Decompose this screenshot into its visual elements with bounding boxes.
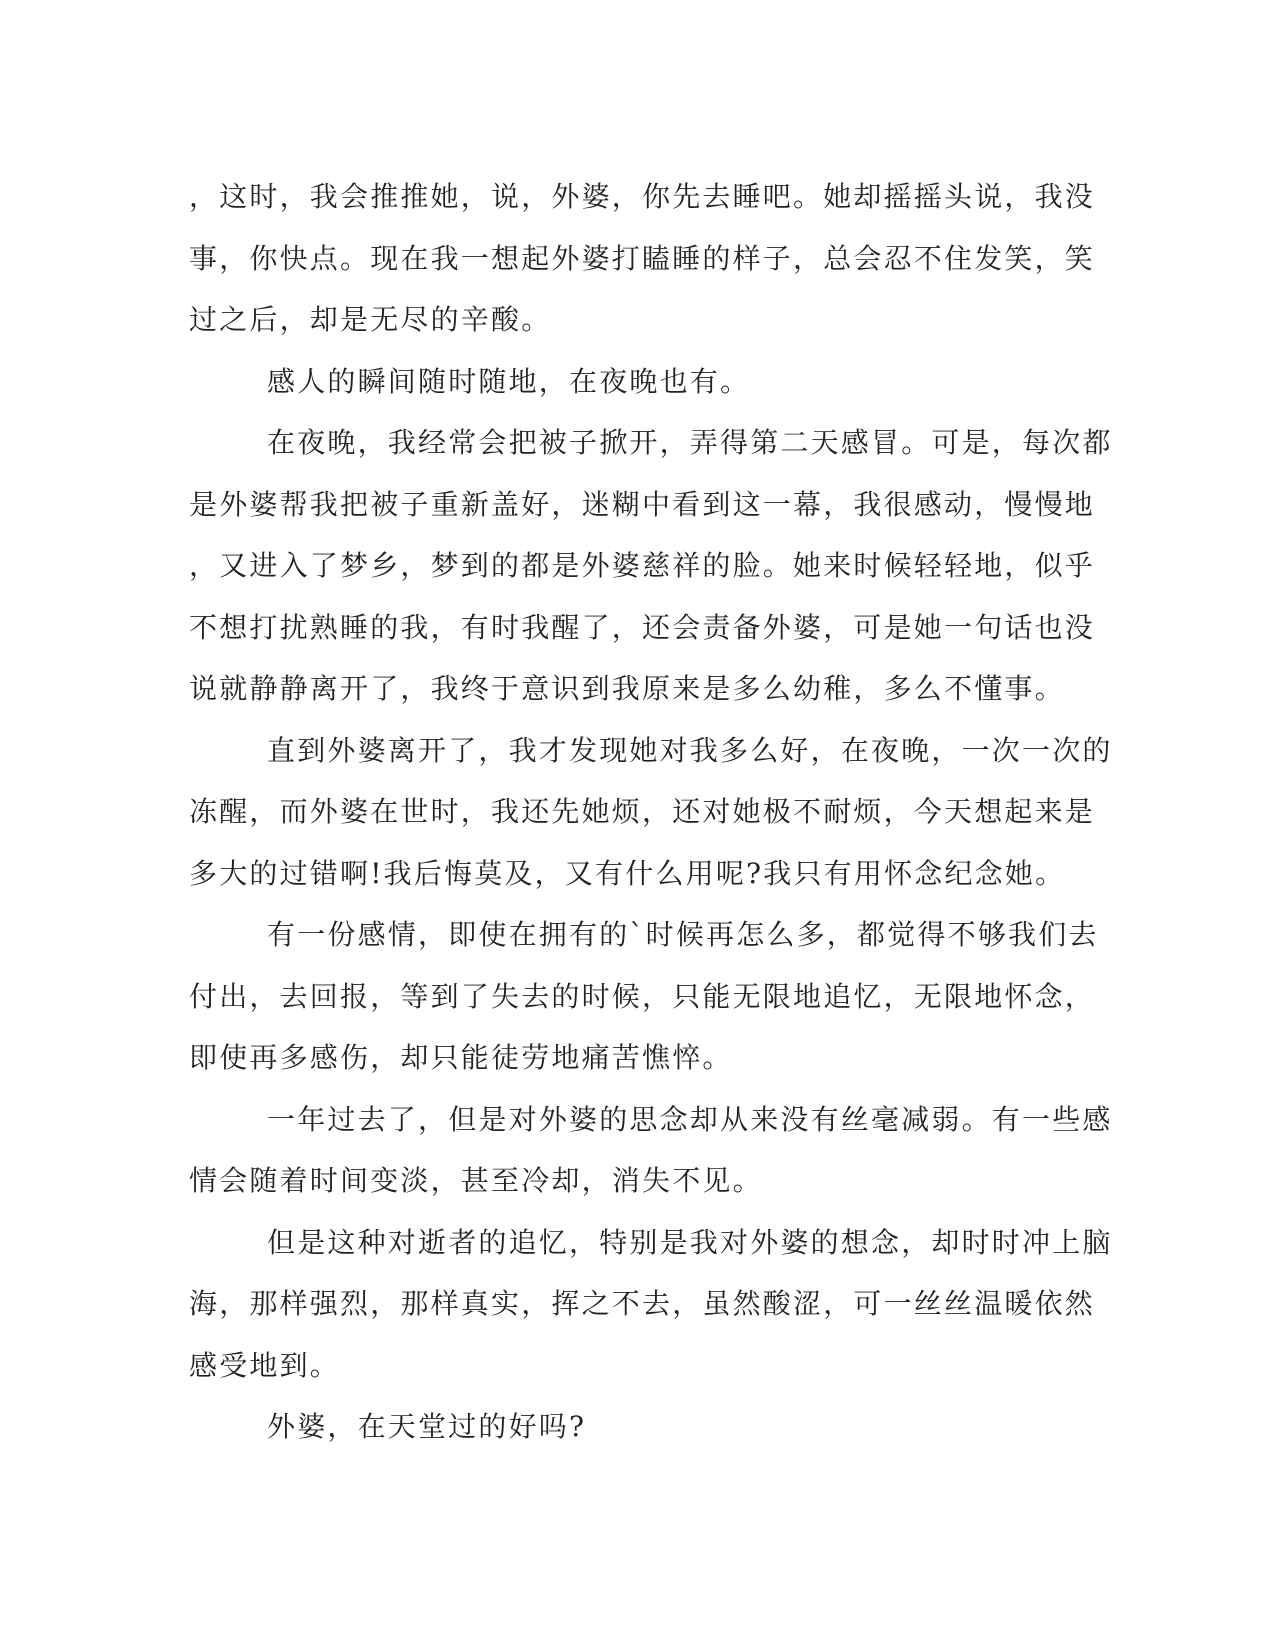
paragraph [189, 720, 1113, 905]
paragraph [189, 1089, 1113, 1212]
text-line: 即使再多感伤，却只能徒劳地痛苦憔悴。 [189, 1041, 733, 1074]
text-line: 是外婆帮我把被子重新盖好，迷糊中看到这一幕，我很感动，慢慢地 [189, 487, 1096, 521]
text-line: 感人的瞬间随时随地，在夜晚也有。 [267, 364, 751, 398]
paragraph [189, 351, 1079, 413]
paragraph [189, 1396, 1079, 1458]
text-line: 在夜晚，我经常会把被子掀开，弄得第二天感冒。可是，每次都 [267, 426, 1113, 459]
text-line: 直到外婆离开了，我才发现她对我多么好，在夜晚，一次一次的 [267, 733, 1113, 767]
text-line: 情会随着时间变淡，甚至冷却，消失不见。 [189, 1164, 763, 1197]
text-line: 外婆，在天堂过的好吗? [267, 1410, 587, 1443]
text-line: 事，你快点。现在我一想起外婆打瞌睡的样子，总会忍不住发笑，笑 [189, 241, 1096, 275]
text-line: 有一份感情，即使在拥有的`时候再怎么多，都觉得不够我们去 [267, 918, 1099, 951]
text-line: 付出，去回报，等到了失去的时候，只能无限地追忆，无限地怀念， [189, 979, 1096, 1013]
text-line: 过之后，却是无尽的辛酸。 [189, 303, 552, 336]
paragraph [189, 412, 1113, 720]
paragraph [189, 166, 1096, 351]
text-line: 说就静静离开了，我终于意识到我原来是多么幼稚，多么不懂事。 [189, 672, 1065, 705]
paragraph [189, 904, 1099, 1089]
text-line: 一年过去了，但是对外婆的思念却从来没有丝毫减弱。有一些感 [267, 1102, 1113, 1136]
paragraph [189, 1212, 1113, 1397]
text-line: 冻醒，而外婆在世时，我还先她烦，还对她极不耐烦，今天想起来是 [189, 795, 1096, 828]
text-line: 海，那样强烈，那样真实，挥之不去，虽然酸涩，可一丝丝温暖依然 [189, 1287, 1096, 1320]
text-line: 但是这种对逝者的追忆，特别是我对外婆的想念，却时时冲上脑 [267, 1225, 1113, 1259]
text-line: ，又进入了梦乡，梦到的都是外婆慈祥的脸。她来时候轻轻地，似乎 [189, 549, 1096, 582]
text-line: 感受地到。 [189, 1348, 341, 1382]
text-line: 不想打扰熟睡的我，有时我醒了，还会责备外婆，可是她一句话也没 [189, 610, 1096, 644]
text-line: 多大的过错啊!我后悔莫及，又有什么用呢?我只有用怀念纪念她。 [189, 856, 1066, 890]
document-body [189, 166, 1113, 1458]
text-line: ，这时，我会推推她，说，外婆，你先去睡吧。她却摇摇头说，我没 [189, 180, 1096, 213]
